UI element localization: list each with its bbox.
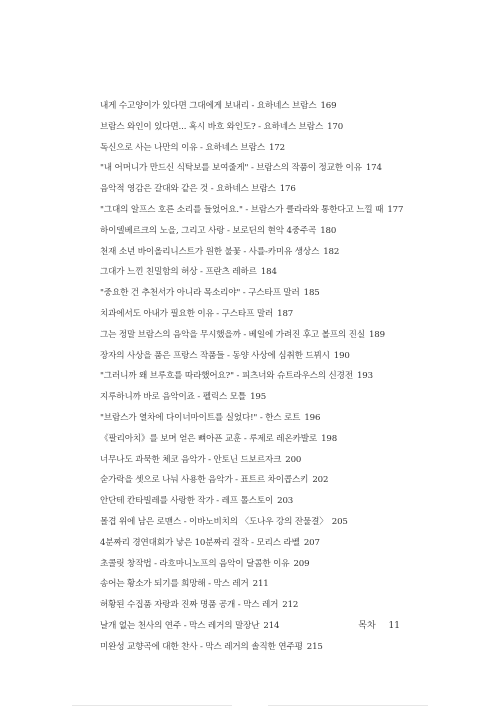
toc-entry-title: "그러니까 왜 브루흐를 따라했어요?" - 피츠너와 슈트라우스의 신경전 — [100, 371, 353, 382]
toc-entry-page: 182 — [323, 246, 340, 257]
toc-entry — [100, 491, 460, 512]
toc-entry-title: 초콜릿 창작법 - 라흐마니노프의 음악이 달콤한 이유 — [100, 558, 290, 569]
toc-entry — [100, 574, 460, 595]
toc-entry-page: 189 — [368, 329, 385, 340]
toc-entry-title: 음악적 영감은 갈대와 같은 것 - 요하네스 브람스 — [100, 184, 276, 195]
toc-entry-title: "중요한 건 추천서가 아니라 목소리야" - 구스타프 말러 — [100, 288, 300, 299]
toc-entry — [100, 304, 460, 325]
toc-entry-page: 198 — [321, 433, 338, 444]
toc-entry-page: 184 — [260, 267, 277, 278]
toc-entry-page: 176 — [279, 184, 296, 195]
toc-entry-title: 장자의 사상을 품은 프랑스 작품들 - 동양 사상에 심취한 드뷔시 — [100, 350, 330, 361]
toc-entry-page: 214 — [263, 620, 280, 631]
toc-entry-page: 211 — [252, 579, 269, 590]
toc-entry — [100, 117, 460, 138]
toc-entry-page: 193 — [356, 371, 373, 382]
toc-entry-page: 185 — [303, 288, 320, 299]
toc-entry-title: 독신으로 사는 나만의 이유 - 요하네스 브람스 — [100, 142, 265, 153]
toc-entry — [100, 470, 460, 491]
toc-entry-title: 4분짜리 경연대회가 낳은 10분짜리 걸작 - 모리스 라벨 — [100, 537, 300, 548]
toc-entry-title: 송어는 황소가 되기를 희망해 - 막스 레거 — [100, 579, 249, 590]
toc-entry-page: 200 — [285, 454, 302, 465]
toc-entry — [100, 221, 460, 242]
toc-entry — [100, 283, 460, 304]
toc-entry — [100, 366, 460, 387]
page-number: 11 — [388, 621, 400, 631]
toc-entry-title: 하이델베르크의 노을, 그리고 사랑 - 보로딘의 현악 4중주곡 — [100, 225, 317, 236]
toc-entry-page: 205 — [331, 516, 348, 527]
toc-entry — [100, 242, 460, 263]
toc-entry — [100, 429, 460, 450]
table-of-contents — [100, 96, 460, 658]
toc-entry-title: 《팔리아치》를 보며 얻은 뼈아픈 교훈 - 루제로 레온카발로 — [100, 433, 318, 444]
toc-entry — [100, 616, 460, 637]
toc-entry-title: 천재 소년 바이올리니스트가 원한 불꽃 - 사를-카미유 생상스 — [100, 246, 320, 257]
toc-entry — [100, 533, 460, 554]
toc-entry-page: 195 — [250, 392, 267, 403]
toc-entry-title: 허황된 수집품 자랑과 진짜 명품 공개 - 막스 레거 — [100, 600, 279, 611]
toc-entry-title: 브람스 와인이 있다면... 혹시 바흐 와인도? - 요하네스 브람스 — [100, 121, 324, 132]
toc-entry-title: 내게 수고양이가 있다면 그대에게 보내리 - 요하네스 브람스 — [100, 101, 317, 111]
toc-entry — [100, 387, 460, 408]
toc-entry-title: 너무나도 과묵한 체코 음악가 - 안토닌 드보르자크 — [100, 454, 282, 465]
toc-entry — [100, 96, 460, 117]
toc-entry-page: 190 — [333, 350, 350, 361]
toc-entry — [100, 637, 460, 658]
toc-entry-page: 212 — [282, 600, 299, 611]
toc-entry-title: "내 어머니가 만드신 식탁보를 보여줄게" - 브람스의 작품이 정교한 이유 — [100, 163, 362, 174]
toc-entry-title: "그대의 알프스 호른 소리를 들었어요." - 브람스가 클라라와 통한다고 느낄 때 — [100, 204, 384, 215]
toc-entry-title: "브람스가 열차에 다이너마이트를 실었다!" - 한스 로트 — [100, 412, 301, 423]
toc-entry-page: 169 — [320, 101, 337, 111]
toc-entry — [100, 179, 460, 200]
toc-entry-page: 215 — [306, 641, 323, 652]
toc-entry-title: 그는 정말 브람스의 음악을 무시했을까 - 베일에 가려진 후고 볼프의 진실 — [100, 329, 365, 340]
toc-entry-title: 그대가 느낀 친밀함의 허상 - 프란츠 레하르 — [100, 267, 257, 278]
toc-entry-title: 숟가락을 셋으로 나눠 사용한 음악가 - 표트르 차이콥스키 — [100, 475, 309, 486]
toc-entry-page: 203 — [277, 496, 294, 507]
scan-edge-line-left — [72, 705, 232, 706]
toc-entry-page: 202 — [312, 475, 329, 486]
toc-entry — [100, 450, 460, 471]
toc-entry-page: 172 — [268, 142, 285, 153]
toc-entry-page: 180 — [320, 225, 337, 236]
toc-entry — [100, 595, 460, 616]
toc-entry-title: 안단테 칸타빌레를 사랑한 작가 - 레프 톨스토이 — [100, 496, 274, 507]
toc-entry — [100, 512, 460, 533]
toc-entry-page: 209 — [293, 558, 310, 569]
toc-entry — [100, 554, 460, 575]
toc-entry — [100, 325, 460, 346]
toc-entry — [100, 200, 460, 221]
toc-entry — [100, 408, 460, 429]
toc-entry-page: 177 — [387, 204, 404, 215]
toc-entry — [100, 262, 460, 283]
toc-entry-page: 196 — [304, 412, 321, 423]
scan-edge-line-right — [268, 705, 428, 706]
running-footer-section-title: 목차 — [358, 621, 376, 631]
toc-entry — [100, 138, 460, 159]
toc-entry-page: 187 — [277, 308, 294, 319]
toc-entry-page: 174 — [365, 163, 382, 174]
toc-entry — [100, 158, 460, 179]
toc-entry-title: 몰겹 위에 남은 로맨스 - 이바노비치의 〈도나우 강의 잔물결〉 — [100, 516, 328, 527]
toc-entry-page: 207 — [303, 537, 320, 548]
toc-entry-title: 미완성 교향곡에 대한 찬사 - 막스 레거의 솔직한 연주평 — [100, 641, 303, 652]
toc-entry-title: 치과에서도 아내가 필요한 이유 - 구스타프 말러 — [100, 308, 274, 319]
toc-entry-title: 지루하니까 바로 음악이죠 - 펠릭스 모틀 — [100, 392, 247, 403]
toc-entry-title: 날개 없는 천사의 연주 - 막스 레거의 말장난 — [100, 620, 260, 631]
toc-entry-page: 170 — [327, 121, 344, 132]
toc-entry — [100, 346, 460, 367]
page-footer — [358, 618, 400, 631]
